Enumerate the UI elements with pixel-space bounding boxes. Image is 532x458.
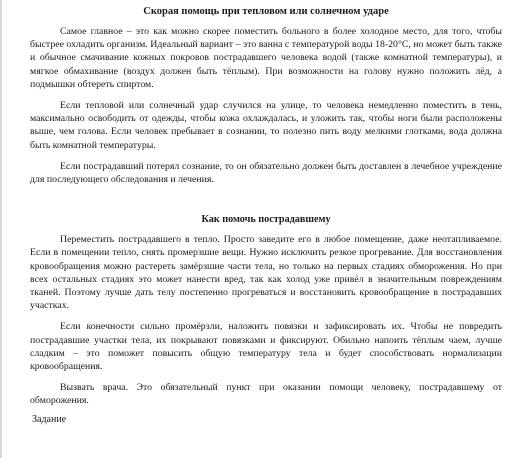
paragraph-warm-up: Переместить пострадавшего в тепло. Просто заведите его в любое помещение, даже неотапливаемое. Если в помещении тепло, снять промерзшие вещи. Нужно исключить резкое прогревание. Для восстановления кровообращения можно растереть замёрзшие части тела, но только на первых стадиях обморожения. Но при всех остальных стадиях это может нанести вред, так как холод уже привёл в значительным повреждениям тканей. Поэтому лучше дать телу постепенно прогреваться и восстановить кровообращение в пострадавших участках. xyxy=(30,234,502,312)
section-heading: Как помочь пострадавшему xyxy=(201,214,331,226)
document-title: Скорая помощь при тепловом или солнечном ударе xyxy=(143,6,389,17)
task-label: Задание xyxy=(32,414,67,425)
paragraph-outdoor-stroke: Если тепловой или солнечный удар случился на улице, то человека немедленно поместить в тень, максимально освободить от одежды, чтобы кожа охлаждалась, и уложить так, чтобы ноги были расположены выше, чем голова. Если человек пребывает в сознании, то полезно пить воду мелкими глотками, вода должна быть комнатной температуры. xyxy=(30,100,502,151)
paragraph-bandages: Если конечности сильно промёрзли, наложить повязки и зафиксировать их. Чтобы не повредить пострадавшие участки тела, их покрывают повязками и фиксируют. Обильно напоить тёплым чаем, лучше сладким – это поможет повысить общую температуру тела и будет способствовать нормализации кровообращения. xyxy=(30,321,502,373)
paragraph-unconscious: Если пострадавший потерял сознание, то он обязательно должен быть доставлен в лечебное учреждение для последующего обследования и лечения. xyxy=(30,160,502,186)
paragraph-cooling: Самое главное – это как можно скорее поместить больного в более холодное место, для того, чтобы быстрее охладить организм. Идеальный вариант – это ванна с температурой воды 18-20°С, но может быть также и обычное смачивание кожных покровов пострадавшего человека водой (также комнатной температуры), и мягкое обмахивание (воздух должен быть тёплым). При возможности на голову нужно положить лёд, а подмышки обтереть спиртом. xyxy=(30,26,502,90)
paragraph-call-doctor: Вызвать врача. Это обязательный пункт при оказании помощи человеку, пострадавшему от обморожения. xyxy=(30,382,502,407)
